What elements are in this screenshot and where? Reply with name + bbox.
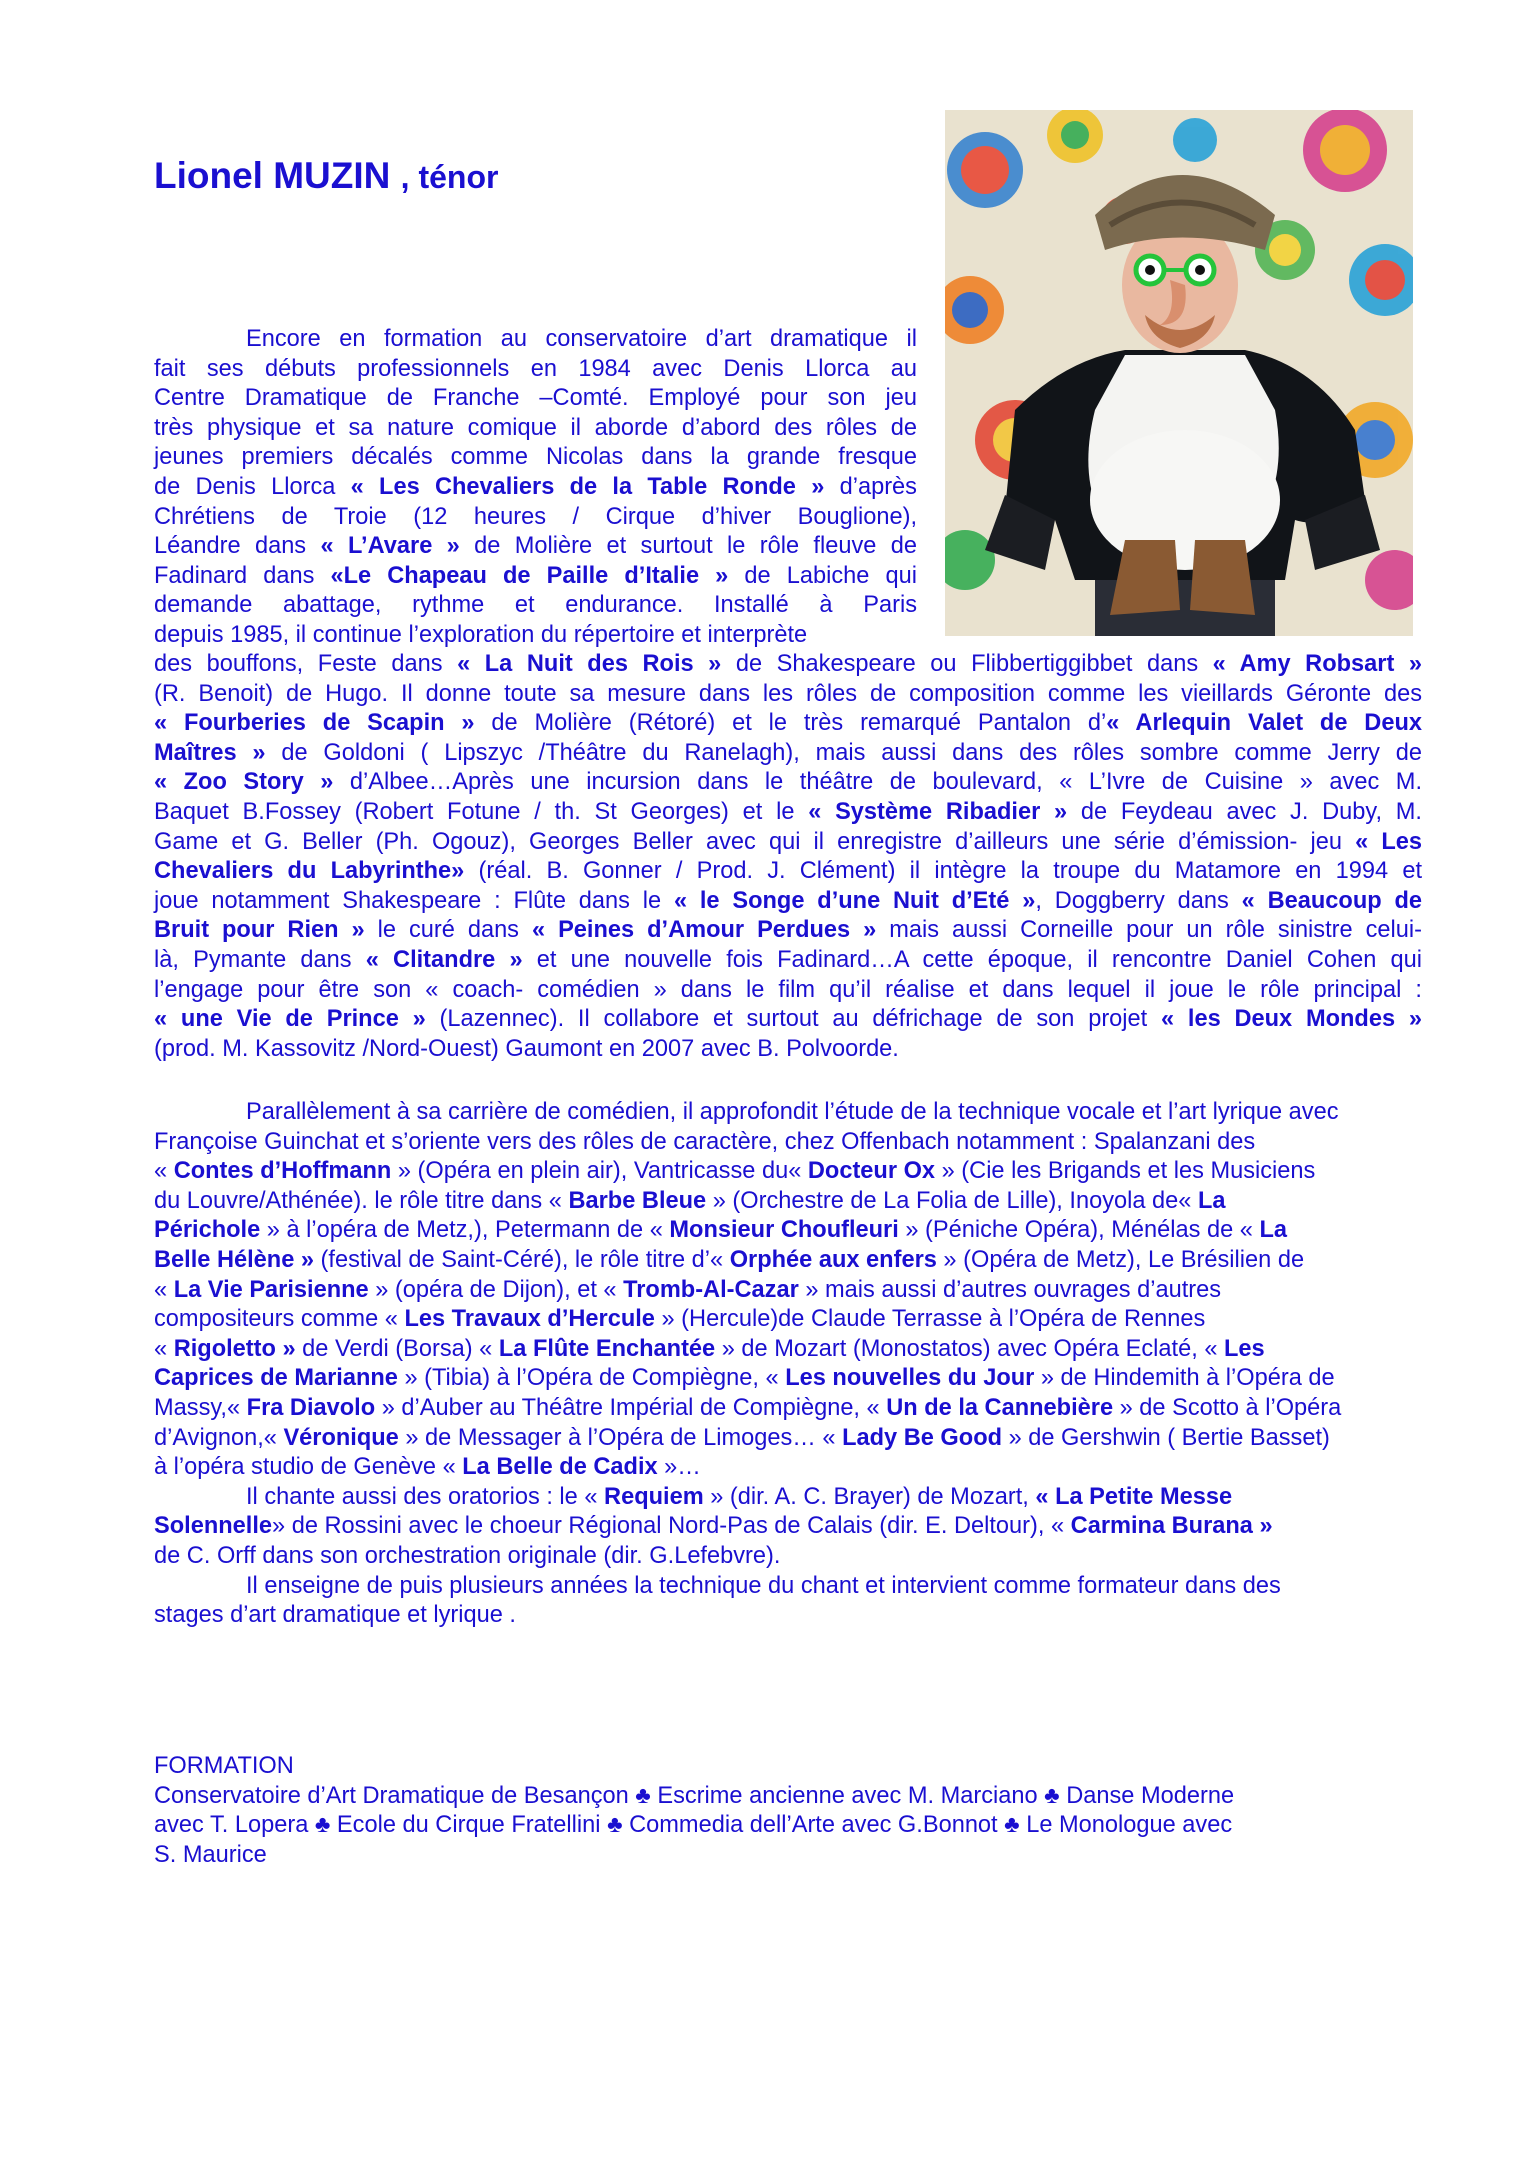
title-emphasis: Un de la Cannebière (886, 1394, 1114, 1421)
text-segment: » à l’opéra de Metz,), Petermann de « (260, 1217, 670, 1244)
artist-role: , ténor (400, 159, 499, 195)
text-segment: Game et G. Beller (Ph. Ogouz), Georges Beller avec qui il enregistre d’ailleurs une série d’émission- jeu (154, 828, 1356, 855)
text-segment: Léandre dans (154, 533, 321, 560)
title-emphasis: Monsieur Choufleuri (669, 1217, 899, 1244)
text-segment: » (Cie les Brigands et les Musiciens (935, 1158, 1316, 1185)
text-line (154, 1453, 1454, 1483)
text-line (154, 709, 1422, 739)
text-line (154, 1424, 1454, 1454)
text-segment: Baquet B.Fossey (Robert Fotune / th. St Georges) et le (154, 798, 809, 825)
text-line (154, 1035, 1422, 1065)
title-emphasis: Belle Hélène » (154, 1246, 314, 1273)
text-segment: fait ses débuts professionnels en 1984 avec Denis Llorca au (154, 355, 917, 382)
text-line (154, 1005, 1422, 1035)
text-line (154, 1246, 1454, 1276)
title-emphasis: Bruit pour Rien » (154, 917, 365, 944)
text-segment: de Goldoni ( Lipszyc /Théâtre du Ranelagh), mais aussi dans des rôles sombre comme Jerry de (265, 739, 1422, 766)
title-emphasis: La Belle de Cadix (462, 1454, 658, 1481)
text-segment: » (opéra de Dijon), et « (368, 1276, 624, 1303)
text-segment: (festival de Saint-Céré), le rôle titre d’« (314, 1246, 730, 1273)
text-segment: » de Mozart (Monostatos) avec Opéra Eclaté, « (715, 1335, 1224, 1362)
text-segment: » (Opéra en plein air), Vantricasse du« (391, 1158, 808, 1185)
title-emphasis: « Système Ribadier » (808, 798, 1068, 825)
text-segment: compositeurs comme « (154, 1306, 405, 1333)
text-segment: de C. Orff dans son orchestration originale (dir. G.Lefebvre). (154, 1542, 781, 1569)
text-segment: Centre Dramatique de Franche –Comté. Employé pour son jeu (154, 385, 917, 412)
title-emphasis: « Les (1355, 828, 1422, 855)
text-line (154, 916, 1422, 946)
text-segment: de Molière et surtout le rôle fleuve de (459, 533, 917, 560)
text-segment: mais aussi Corneille pour un rôle sinistre celui- (876, 917, 1422, 944)
title-emphasis: Orphée aux enfers (729, 1246, 937, 1273)
formation-section (154, 1752, 1454, 1870)
title-emphasis: Requiem (604, 1483, 704, 1510)
portrait-photo (945, 110, 1413, 636)
title-emphasis: « Fourberies de Scapin » (154, 710, 475, 737)
text-segment: » (Péniche Opéra), Ménélas de « (898, 1217, 1260, 1244)
page-title (154, 154, 498, 198)
text-line (154, 828, 1422, 858)
text-segment: d’Avignon,« (154, 1424, 284, 1451)
text-segment: l’engage pour être son « coach- comédien » dans le film qu’il réalise et dans lequel il joue le rôle principal : (154, 976, 1422, 1003)
bio-intro-paragraph (154, 325, 917, 651)
title-emphasis: La (1259, 1217, 1288, 1244)
text-line (154, 355, 917, 385)
text-segment: Encore en formation au conservatoire d’art dramatique il (246, 326, 917, 352)
text-segment: (Lazennec). Il collabore et surtout au défrichage de son projet (425, 1006, 1161, 1033)
text-segment: jeunes premiers décalés comme Nicolas dans la grande fresque (154, 444, 917, 471)
title-emphasis: La Flûte Enchantée (498, 1335, 716, 1362)
text-segment: demande abattage, rythme et endurance. Installé à Paris (154, 592, 917, 619)
text-line (154, 1157, 1454, 1187)
title-emphasis: « une Vie de Prince » (154, 1006, 426, 1033)
text-segment: » de Rossini avec le choeur Régional Nord-Pas de Calais (dir. E. Deltour), « (272, 1513, 1071, 1540)
text-segment: S. Maurice (154, 1841, 267, 1868)
text-segment: (réal. B. Gonner / Prod. J. Clément) il intègre la troupe du Matamore en 1994 et (464, 858, 1422, 885)
text-segment: et une nouvelle fois Fadinard…A cette époque, il rencontre Daniel Cohen qui (522, 946, 1423, 973)
text-segment: » (Hercule)de Claude Terrasse à l’Opéra de Rennes (654, 1306, 1206, 1333)
text-segment: Conservatoire d’Art Dramatique de Besançon ♣ Escrime ancienne avec M. Marciano ♣ Danse Moderne (154, 1782, 1235, 1809)
artist-name: Lionel MUZIN (154, 155, 391, 196)
text-segment: » de Messager à l’Opéra de Limoges… « (398, 1424, 843, 1451)
text-line (154, 443, 917, 473)
title-emphasis: « La Petite Messe (1035, 1483, 1233, 1510)
text-segment: » (Orchestre de La Folia de Lille), Inoyola de« (706, 1187, 1198, 1214)
title-emphasis: Périchole (154, 1217, 261, 1244)
text-segment: stages d’art dramatique et lyrique . (154, 1602, 516, 1629)
text-segment: » (Opéra de Metz), Le Brésilien de (936, 1246, 1305, 1273)
text-segment: (R. Benoit) de Hugo. Il donne toute sa mesure dans les rôles de composition comme les vieillards Géronte des (154, 680, 1422, 707)
text-line (154, 739, 1422, 769)
title-emphasis: « les Deux Mondes » (1161, 1006, 1422, 1033)
text-segment: de Verdi (Borsa) « (295, 1335, 499, 1362)
text-line (154, 1335, 1454, 1365)
title-emphasis: Solennelle (154, 1513, 273, 1540)
text-segment: » mais aussi d’autres ouvrages d’autres (798, 1276, 1222, 1303)
title-emphasis: Fra Diavolo (246, 1394, 376, 1421)
text-segment: de Denis Llorca (154, 473, 351, 500)
title-emphasis: Caprices de Marianne (154, 1365, 398, 1392)
text-segment: » (Tibia) à l’Opéra de Compiègne, « (397, 1365, 786, 1392)
title-emphasis: « Arlequin Valet de Deux (1106, 710, 1423, 737)
text-segment: d’après (824, 473, 917, 500)
title-emphasis: Docteur Ox (807, 1158, 936, 1185)
text-line (154, 1128, 1454, 1158)
title-emphasis: « Peines d’Amour Perdues » (531, 917, 877, 944)
text-line (154, 621, 917, 651)
text-line (154, 473, 917, 503)
text-segment: (prod. M. Kassovitz /Nord-Ouest) Gaumont en 2007 avec B. Polvoorde. (154, 1035, 899, 1062)
text-segment: à l’opéra studio de Genève « (154, 1454, 463, 1481)
text-segment: « (154, 1158, 174, 1185)
title-emphasis: Tromb-Al-Cazar (623, 1276, 799, 1303)
text-line (154, 503, 917, 533)
formation-list (154, 1782, 1454, 1871)
title-emphasis: « Beaucoup de (1241, 887, 1422, 914)
title-emphasis: Maîtres » (154, 739, 266, 766)
text-segment: de Molière (Rétoré) et le très remarqué Pantalon d’ (474, 710, 1107, 737)
text-line (154, 768, 1422, 798)
text-segment: très physique et sa nature comique il aborde d’abord des rôles de (154, 414, 917, 441)
title-emphasis: Les Travaux d’Hercule (404, 1306, 655, 1333)
text-segment: joue notamment Shakespeare : Flûte dans le (154, 887, 674, 914)
title-emphasis: « Les Chevaliers de la Table Ronde » (350, 473, 825, 500)
text-line (154, 1098, 1454, 1128)
text-segment: de Shakespeare ou Flibbertiggibbet dans (721, 651, 1213, 677)
text-line (154, 1305, 1454, 1335)
title-emphasis: Lady Be Good (842, 1424, 1003, 1451)
formation-heading: FORMATION (154, 1753, 294, 1779)
title-emphasis: Contes d’Hoffmann (173, 1158, 392, 1185)
text-segment: « (154, 1276, 174, 1303)
text-line (154, 1187, 1454, 1217)
title-emphasis: Véronique (283, 1424, 399, 1451)
text-line (154, 591, 917, 621)
title-emphasis: « le Songe d’une Nuit d’Eté » (673, 887, 1036, 914)
text-line (154, 1394, 1454, 1424)
text-line (154, 976, 1422, 1006)
title-emphasis: Carmina Burana » (1070, 1513, 1273, 1540)
text-segment: Chrétiens de Troie (12 heures / Cirque d’hiver Bouglione), (154, 503, 917, 530)
title-emphasis: Barbe Bleue (568, 1187, 707, 1214)
text-segment: »… (657, 1454, 701, 1481)
text-segment: là, Pymante dans (154, 946, 366, 973)
text-line (154, 1601, 1454, 1631)
text-segment: du Louvre/Athénée). le rôle titre dans « (154, 1187, 569, 1214)
title-emphasis: Chevaliers du Labyrinthe» (154, 858, 465, 885)
text-line (154, 1572, 1454, 1602)
text-segment: Françoise Guinchat et s’oriente vers des rôles de caractère, chez Offenbach notamment : Spalanzani des (154, 1128, 1256, 1155)
text-segment: d’Albee…Après une incursion dans le théâtre de boulevard, « L’Ivre de Cuisine » avec M. (333, 769, 1422, 796)
text-segment: » (dir. A. C. Brayer) de Mozart, (703, 1483, 1036, 1510)
text-segment: » de Scotto à l’Opéra (1113, 1394, 1342, 1421)
text-segment: , Doggberry dans (1035, 887, 1242, 914)
text-segment: Massy,« (154, 1394, 247, 1421)
text-line (154, 384, 917, 414)
text-line (154, 887, 1422, 917)
text-line (154, 532, 917, 562)
title-emphasis: La Vie Parisienne (173, 1276, 369, 1303)
text-segment: avec T. Lopera ♣ Ecole du Cirque Fratellini ♣ Commedia dell’Arte avec G.Bonnot ♣ Le Monologue avec (154, 1812, 1233, 1839)
text-line (154, 325, 917, 355)
title-emphasis: La (1197, 1187, 1226, 1214)
text-segment: Il chante aussi des oratorios : le « (246, 1483, 605, 1510)
title-emphasis: « Amy Robsart » (1212, 651, 1422, 677)
text-segment: » de Hindemith à l’Opéra de (1034, 1365, 1335, 1392)
title-emphasis: Les nouvelles du Jour (785, 1365, 1035, 1392)
text-segment: « (154, 1335, 174, 1362)
text-line (154, 798, 1422, 828)
text-line (154, 946, 1422, 976)
text-line (154, 1276, 1454, 1306)
text-line (154, 1364, 1454, 1394)
text-segment: » de Gershwin ( Bertie Basset) (1002, 1424, 1330, 1451)
title-emphasis: Les (1224, 1335, 1265, 1362)
title-emphasis: « Clitandre » (365, 946, 523, 973)
text-line (154, 857, 1422, 887)
title-emphasis: « L’Avare » (320, 533, 460, 560)
text-segment: Il enseigne de puis plusieurs années la technique du chant et intervient comme formateur dans des (246, 1572, 1281, 1599)
text-line (154, 562, 917, 592)
text-segment: des bouffons, Feste dans (154, 651, 458, 677)
text-segment: Fadinard dans (154, 562, 331, 589)
text-line (154, 1216, 1454, 1246)
text-segment: le curé dans (364, 917, 532, 944)
lyrique-paragraphs (154, 1098, 1454, 1631)
text-segment: de Feydeau avec J. Duby, M. (1067, 798, 1422, 825)
title-emphasis: « La Nuit des Rois » (457, 651, 722, 677)
text-line (154, 414, 917, 444)
text-line (154, 1841, 1454, 1871)
text-segment: depuis 1985, il continue l’exploration du répertoire et interprète (154, 621, 808, 648)
title-emphasis: « Zoo Story » (154, 769, 334, 796)
text-line (154, 1483, 1454, 1513)
bio-main-paragraph (154, 650, 1422, 1064)
text-segment: » d’Auber au Théâtre Impérial de Compiègne, « (375, 1394, 887, 1421)
title-emphasis: Rigoletto » (173, 1335, 296, 1362)
text-line (154, 1542, 1454, 1572)
text-segment: Parallèlement à sa carrière de comédien, il approfondit l’étude de la technique vocale et l’art lyrique avec (246, 1099, 1339, 1125)
text-line (154, 1512, 1454, 1542)
title-emphasis: «Le Chapeau de Paille d’Italie » (330, 562, 729, 589)
text-segment: de Labiche qui (728, 562, 917, 589)
text-line (154, 680, 1422, 710)
text-line (154, 650, 1422, 680)
text-line (154, 1782, 1454, 1812)
text-line (154, 1811, 1454, 1841)
